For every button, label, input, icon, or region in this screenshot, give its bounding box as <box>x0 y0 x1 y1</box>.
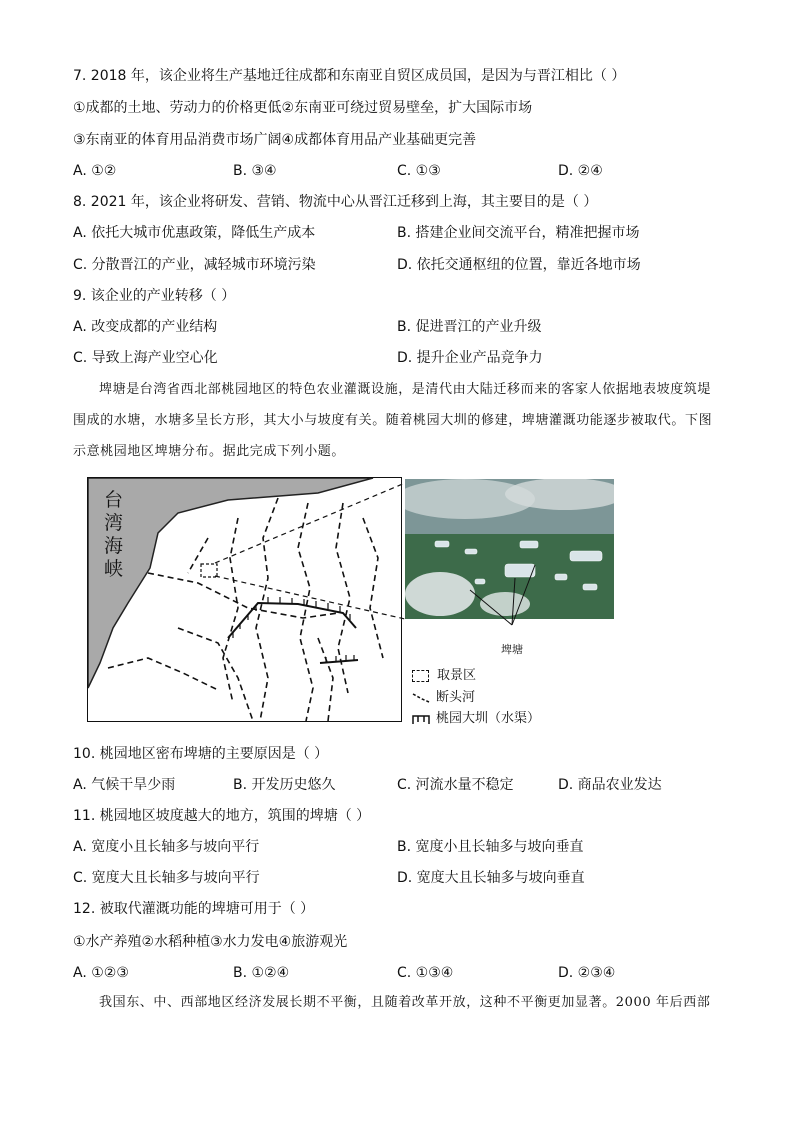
strait-char: 湾 <box>104 512 124 534</box>
legend-capture-area-label: 取景区 <box>437 668 477 683</box>
q11-option-c[interactable]: C. 宽度大且长轴多与坡向平行 <box>73 870 260 886</box>
q7-option-b[interactable]: B. ③④ <box>233 163 277 179</box>
q8-option-b[interactable]: B. 搭建企业间交流平台，精准把握市场 <box>397 225 640 241</box>
q11-option-d[interactable]: D. 宽度大且长轴多与坡向垂直 <box>397 870 585 886</box>
q11-option-b[interactable]: B. 宽度小且长轴多与坡向垂直 <box>397 839 584 855</box>
q10-option-b[interactable]: B. 开发历史悠久 <box>233 777 336 793</box>
q12-option-d[interactable]: D. ②③④ <box>558 965 616 981</box>
q9-option-c[interactable]: C. 导致上海产业空心化 <box>73 350 218 366</box>
legend-broken-river <box>412 686 475 705</box>
q12-option-a[interactable]: A. ①②③ <box>73 965 129 981</box>
q12-statement: ①水产养殖②水稻种植③水力发电④旅游观光 <box>73 934 348 950</box>
q8-stem: 8. 2021 年，该企业将研发、营销、物流中心从晋江迁移到上海，其主要目的是（ ） <box>73 194 598 210</box>
q8-option-a[interactable]: A. 依托大城市优惠政策，降低生产成本 <box>73 225 316 241</box>
legend-capture-area <box>412 664 476 683</box>
q7-statement-2: ③东南亚的体育用品消费市场广阔④成都体育用品产业基础更完善 <box>73 132 477 148</box>
dashed-box-icon <box>412 670 429 682</box>
q10-option-c[interactable]: C. 河流水量不稳定 <box>397 777 514 793</box>
q9-option-a[interactable]: A. 改变成都的产业结构 <box>73 319 218 335</box>
canal-icon <box>412 713 430 725</box>
q10-option-d[interactable]: D. 商品农业发达 <box>558 777 662 793</box>
q7-option-d[interactable]: D. ②④ <box>558 163 603 179</box>
strait-char: 峡 <box>104 558 124 580</box>
q10-stem: 10. 桃园地区密布埤塘的主要原因是（ ） <box>73 746 329 762</box>
passage-regional-economy: 我国东、中、西部地区经济发展长期不平衡，且随着改革开放，这种不平衡更加显著。2000 年后西部 <box>99 995 711 1010</box>
q12-stem: 12. 被取代灌溉功能的埤塘可用于（ ） <box>73 901 315 917</box>
legend-canal <box>412 707 540 726</box>
broken-river-icon <box>412 692 430 704</box>
q9-stem: 9. 该企业的产业转移（ ） <box>73 288 236 304</box>
passage-pitang: 埤塘是台湾省西北部桃园地区的特色农业灌溉设施，是清代由大陆迁移而来的客家人依据地表坡度筑堤围成的水塘，水塘多呈长方形，其大小与坡度有关。随着桃园大圳的修建，埤塘灌溉功能逐步被取代。下图示意桃园地区埤塘分布。据此完成下列小题。 <box>73 382 713 459</box>
strait-char: 台 <box>104 489 124 511</box>
q12-option-b[interactable]: B. ①②④ <box>233 965 290 981</box>
q8-option-d[interactable]: D. 依托交通枢纽的位置，靠近各地市场 <box>397 257 641 273</box>
legend-broken-river-label: 断头河 <box>436 690 476 705</box>
q11-stem: 11. 桃园地区坡度越大的地方，筑围的埤塘（ ） <box>73 808 371 824</box>
legend-canal-label: 桃园大圳（水渠） <box>436 711 541 726</box>
q10-option-a[interactable]: A. 气候干旱少雨 <box>73 777 176 793</box>
strait-char: 海 <box>104 535 124 557</box>
q8-option-c[interactable]: C. 分散晋江的产业，减轻城市环境污染 <box>73 257 316 273</box>
pond-label: 埤塘 <box>501 643 523 656</box>
q9-option-d[interactable]: D. 提升企业产品竞争力 <box>397 350 543 366</box>
q7-option-c[interactable]: C. ①③ <box>397 163 441 179</box>
q7-statement-1: ①成都的土地、劳动力的价格更低②东南亚可绕过贸易壁垒，扩大国际市场 <box>73 100 533 116</box>
q12-option-c[interactable]: C. ①③④ <box>397 965 454 981</box>
q7-option-a[interactable]: A. ①② <box>73 163 117 179</box>
q9-option-b[interactable]: B. 促进晋江的产业升级 <box>397 319 542 335</box>
q11-option-a[interactable]: A. 宽度小且长轴多与坡向平行 <box>73 839 260 855</box>
q7-stem: 7. 2018 年，该企业将生产基地迁往成都和东南亚自贸区成员国，是因为与晋江相比（ ） <box>73 68 626 84</box>
